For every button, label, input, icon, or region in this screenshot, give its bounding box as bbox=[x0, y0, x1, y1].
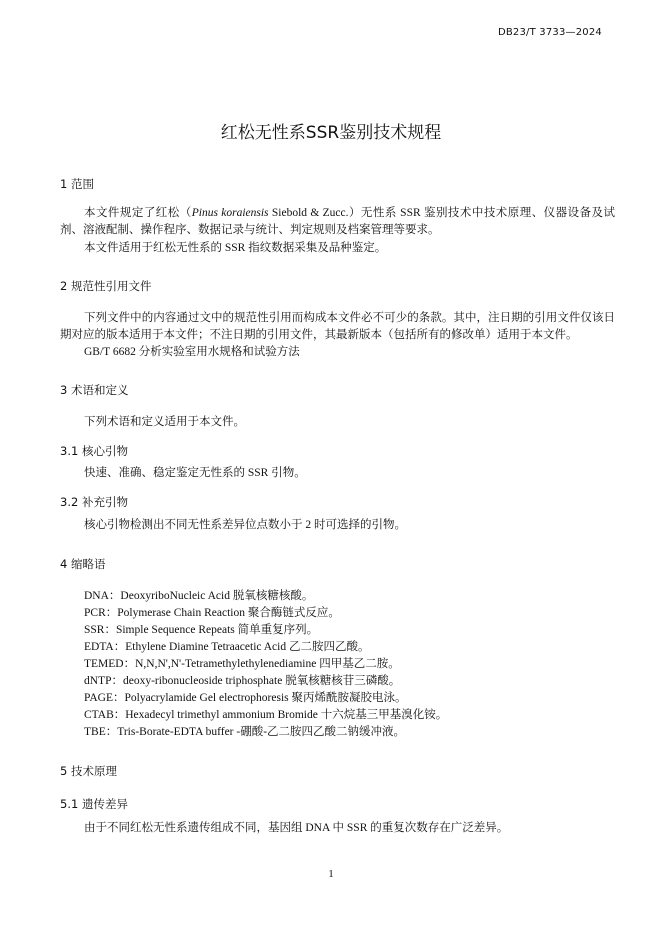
page-number: 1 bbox=[328, 868, 334, 880]
section-2-paragraph-1: 下列文件中的内容通过文中的规范性引用而构成本文件必不可少的条款。其中，注日期的引用文件仅该日期对应的版本适用于本文件；不注日期的引用文件，其最新版本（包括所有的修改单）适用于本文件。 bbox=[60, 312, 615, 341]
term-3-2-heading: 3.2 补充引物 bbox=[60, 495, 128, 509]
section-2-heading: 2 规范性引用文件 bbox=[60, 279, 152, 293]
abbreviation-item: SSR：Simple Sequence Repeats 简单重复序列。 bbox=[84, 624, 319, 636]
section-3-paragraph-1: 下列术语和定义适用于本文件。 bbox=[84, 416, 245, 428]
term-3-1-heading: 3.1 核心引物 bbox=[60, 444, 128, 458]
term-3-1-definition: 快速、准确、稳定鉴定无性系的 SSR 引物。 bbox=[84, 467, 306, 479]
abbreviation-item: CTAB：Hexadecyl trimethyl ammonium Bromide 十六烷基三甲基溴化铵。 bbox=[84, 709, 448, 721]
paragraph-text: Siebold & Zucc.）无性系 SSR 鉴别技术中技术原理、仪器设备及试剂、溶液配制、操作程序、数据记录与统计、判定规则及档案管理等要求。 bbox=[60, 207, 615, 236]
section-3-heading: 3 术语和定义 bbox=[60, 383, 129, 397]
paragraph-text: 本文件规定了红松（ bbox=[84, 207, 192, 219]
abbreviation-item: PCR：Polymerase Chain Reaction 聚合酶链式反应。 bbox=[84, 607, 340, 619]
abbreviation-item: TEMED：N,N,N',N'-Tetramethylethylenediamine 四甲基乙二胺。 bbox=[84, 658, 400, 670]
subsection-5-1-heading: 5.1 遗传差异 bbox=[60, 797, 128, 811]
abbreviation-item: PAGE：Polyacrylamide Gel electrophoresis 聚丙烯酰胺凝胶电泳。 bbox=[84, 692, 407, 704]
latin-name: Pinus koraiensis bbox=[191, 207, 269, 219]
section-1-heading: 1 范围 bbox=[60, 177, 94, 191]
section-4-heading: 4 缩略语 bbox=[60, 557, 106, 571]
abbreviation-item: EDTA：Ethylene Diamine Tetraacetic Acid 乙二胺四乙酸。 bbox=[84, 641, 370, 653]
section-5-heading: 5 技术原理 bbox=[60, 764, 117, 778]
subsection-5-1-text: 由于不同红松无性系遗传组成不同，基因组 DNA 中 SSR 的重复次数存在广泛差异。 bbox=[84, 822, 509, 834]
page-title: 红松无性系SSR鉴别技术规程 bbox=[220, 123, 442, 143]
normative-reference: GB/T 6682 分析实验室用水规格和试验方法 bbox=[84, 346, 300, 358]
abbreviation-item: DNA：DeoxyriboNucleic Acid 脱氧核糖核酸。 bbox=[84, 590, 314, 602]
abbreviation-item: TBE：Tris-Borate-EDTA buffer -硼酸-乙二胺四乙酸二钠缓冲液。 bbox=[84, 726, 406, 738]
standard-code: DB23/T 3733—2024 bbox=[497, 27, 602, 38]
section-1-paragraph-2: 本文件适用于红松无性系的 SSR 指纹数据采集及品种鉴定。 bbox=[84, 242, 387, 254]
term-3-2-definition: 核心引物检测出不同无性系差异位点数小于 2 时可选择的引物。 bbox=[84, 519, 406, 531]
abbreviation-item: dNTP：deoxy-ribonucleoside triphosphate 脱氧核糖核苷三磷酸。 bbox=[84, 675, 401, 687]
section-1-paragraph-1 bbox=[60, 205, 615, 239]
